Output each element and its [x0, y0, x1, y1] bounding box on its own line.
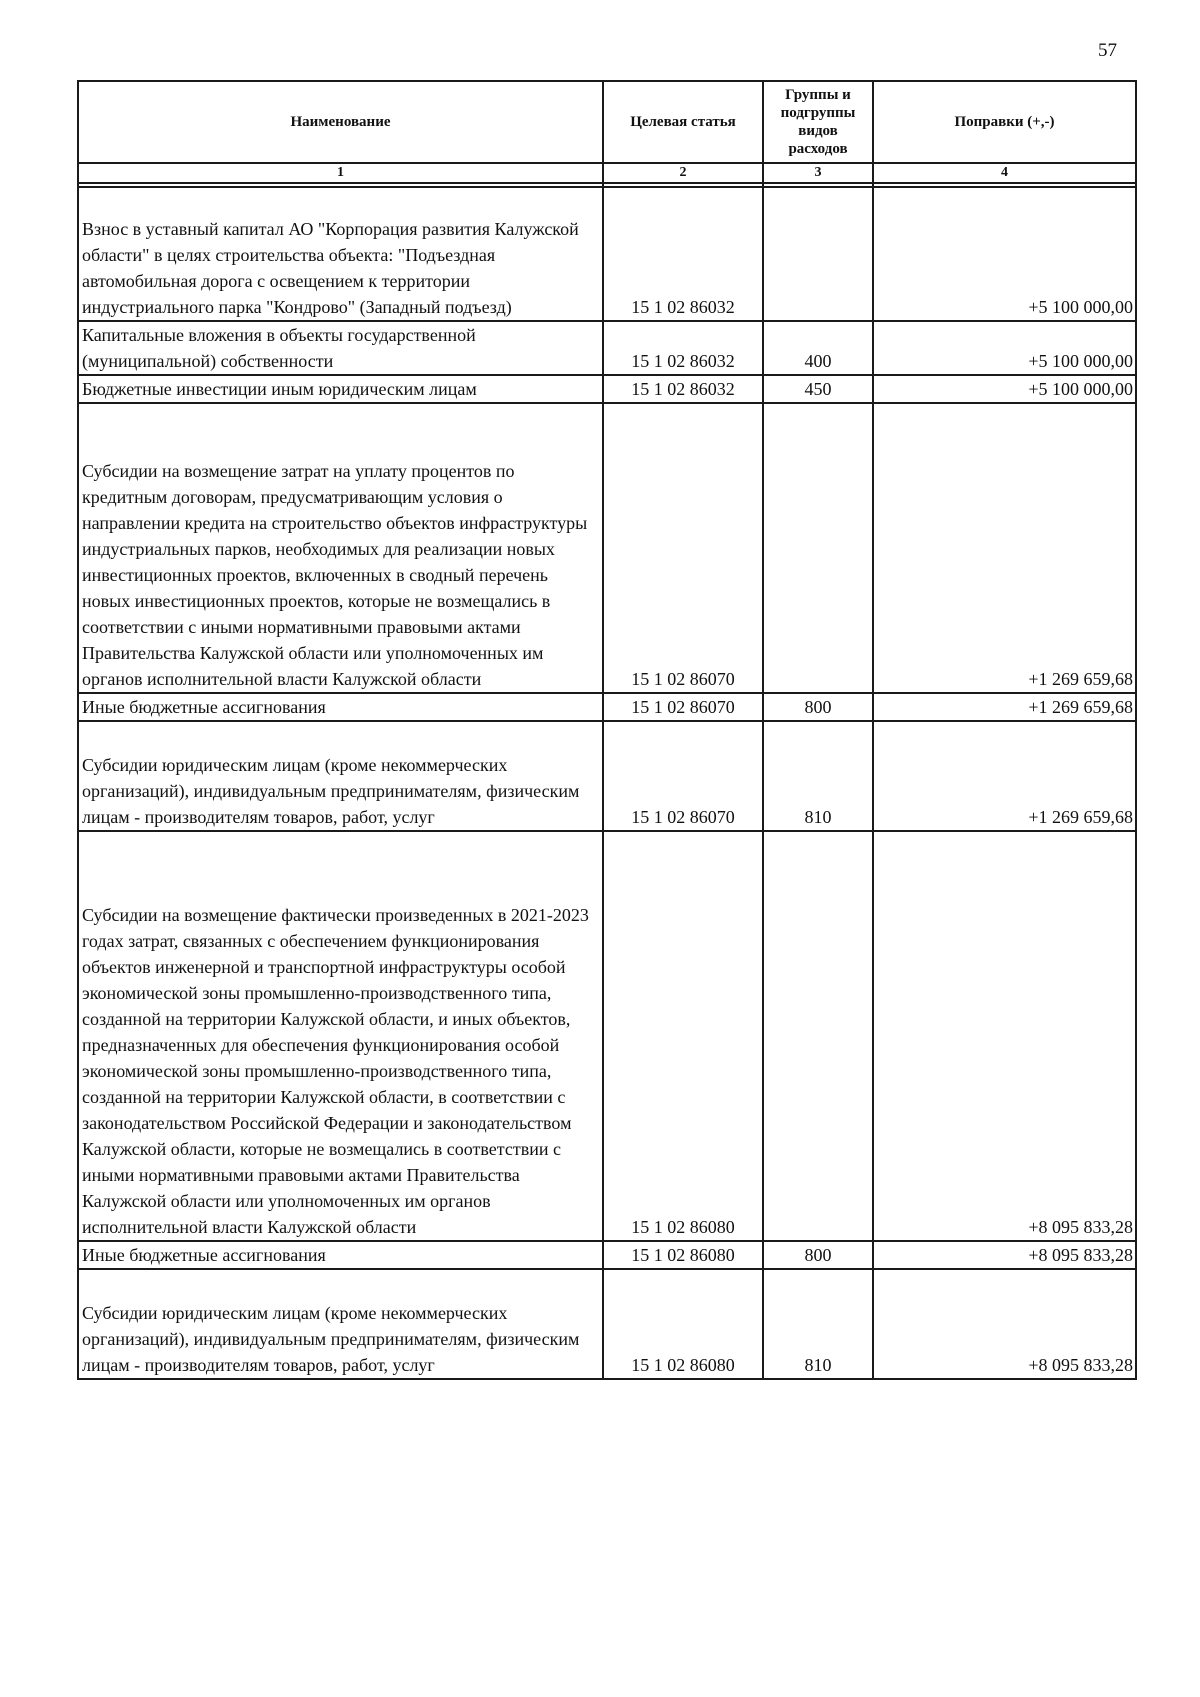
row-group: 800 — [763, 1241, 873, 1269]
row-amount: +8 095 833,28 — [873, 1241, 1136, 1269]
column-number: 1 — [78, 163, 603, 183]
row-amount: +5 100 000,00 — [873, 375, 1136, 403]
row-name: Субсидии на возмещение затрат на уплату процентов по кредитным договорам, предусматривающим условия о направлении кредита на строительство объектов инфраструктуры индустриальных парков, необходимых для реализации новых инвестиционных проектов, включенных в сводный перечень новых инвестиционных проектов, которые не возмещались в соответствии с иными нормативными правовыми актами Правительства Калужской области или уполномоченных им органов исполнительной власти Калужской области — [78, 403, 603, 693]
header-name: Наименование — [78, 81, 603, 163]
row-group — [763, 403, 873, 693]
row-group: 810 — [763, 721, 873, 831]
row-name: Субсидии юридическим лицам (кроме некоммерческих организаций), индивидуальным предпринимателям, физическим лицам - производителям товаров, работ, услуг — [78, 721, 603, 831]
row-code: 15 1 02 86032 — [603, 187, 763, 321]
header-amount: Поправки (+,-) — [873, 81, 1136, 163]
table-row — [78, 321, 1136, 375]
row-group — [763, 187, 873, 321]
row-group: 400 — [763, 321, 873, 375]
table-row — [78, 1241, 1136, 1269]
table-row — [78, 187, 1136, 321]
table-row — [78, 831, 1136, 1241]
row-code: 15 1 02 86080 — [603, 1241, 763, 1269]
table-row — [78, 375, 1136, 403]
budget-table — [77, 80, 1137, 1380]
row-name: Взнос в уставный капитал АО "Корпорация развития Калужской области" в целях строительства объекта: "Подъездная автомобильная дорога с освещением к территории индустриального парка "Кондрово" (Западный подъезд) — [78, 187, 603, 321]
row-group: 450 — [763, 375, 873, 403]
row-code: 15 1 02 86070 — [603, 693, 763, 721]
table-body — [78, 187, 1136, 1379]
table-row — [78, 403, 1136, 693]
row-amount: +8 095 833,28 — [873, 1269, 1136, 1379]
row-code: 15 1 02 86070 — [603, 403, 763, 693]
row-code: 15 1 02 86080 — [603, 1269, 763, 1379]
table-header — [78, 81, 1136, 187]
column-number: 2 — [603, 163, 763, 183]
row-group: 800 — [763, 693, 873, 721]
row-amount: +5 100 000,00 — [873, 187, 1136, 321]
row-name: Иные бюджетные ассигнования — [78, 693, 603, 721]
row-amount: +1 269 659,68 — [873, 721, 1136, 831]
row-name: Капитальные вложения в объекты государственной (муниципальной) собственности — [78, 321, 603, 375]
row-amount: +1 269 659,68 — [873, 693, 1136, 721]
page-number: 57 — [1098, 40, 1117, 61]
row-code: 15 1 02 86080 — [603, 831, 763, 1241]
row-amount: +8 095 833,28 — [873, 831, 1136, 1241]
row-name: Бюджетные инвестиции иным юридическим лицам — [78, 375, 603, 403]
row-amount: +1 269 659,68 — [873, 403, 1136, 693]
row-code: 15 1 02 86032 — [603, 375, 763, 403]
column-number-row — [78, 163, 1136, 183]
row-group — [763, 831, 873, 1241]
header-code: Целевая статья — [603, 81, 763, 163]
table-row — [78, 693, 1136, 721]
column-number: 4 — [873, 163, 1136, 183]
row-name: Иные бюджетные ассигнования — [78, 1241, 603, 1269]
table-row — [78, 1269, 1136, 1379]
row-name: Субсидии юридическим лицам (кроме некоммерческих организаций), индивидуальным предпринимателям, физическим лицам - производителям товаров, работ, услуг — [78, 1269, 603, 1379]
header-group: Группы и подгруппы видов расходов — [763, 81, 873, 163]
table-row — [78, 721, 1136, 831]
row-amount: +5 100 000,00 — [873, 321, 1136, 375]
row-code: 15 1 02 86070 — [603, 721, 763, 831]
column-number: 3 — [763, 163, 873, 183]
row-name: Субсидии на возмещение фактически произведенных в 2021-2023 годах затрат, связанных с обеспечением функционирования объектов инженерной и транспортной инфраструктуры особой экономической зоны промышленно-производственного типа, созданной на территории Калужской области, и иных объектов, предназначенных для обеспечения функционирования особой экономической зоны промышленно-производственного типа, созданной на территории Калужской области, в соответствии с законодательством Российской Федерации и законодательством Калужской области, которые не возмещались в соответствии с иными нормативными правовыми актами Правительства Калужской области или уполномоченных им органов исполнительной власти Калужской области — [78, 831, 603, 1241]
row-code: 15 1 02 86032 — [603, 321, 763, 375]
row-group: 810 — [763, 1269, 873, 1379]
